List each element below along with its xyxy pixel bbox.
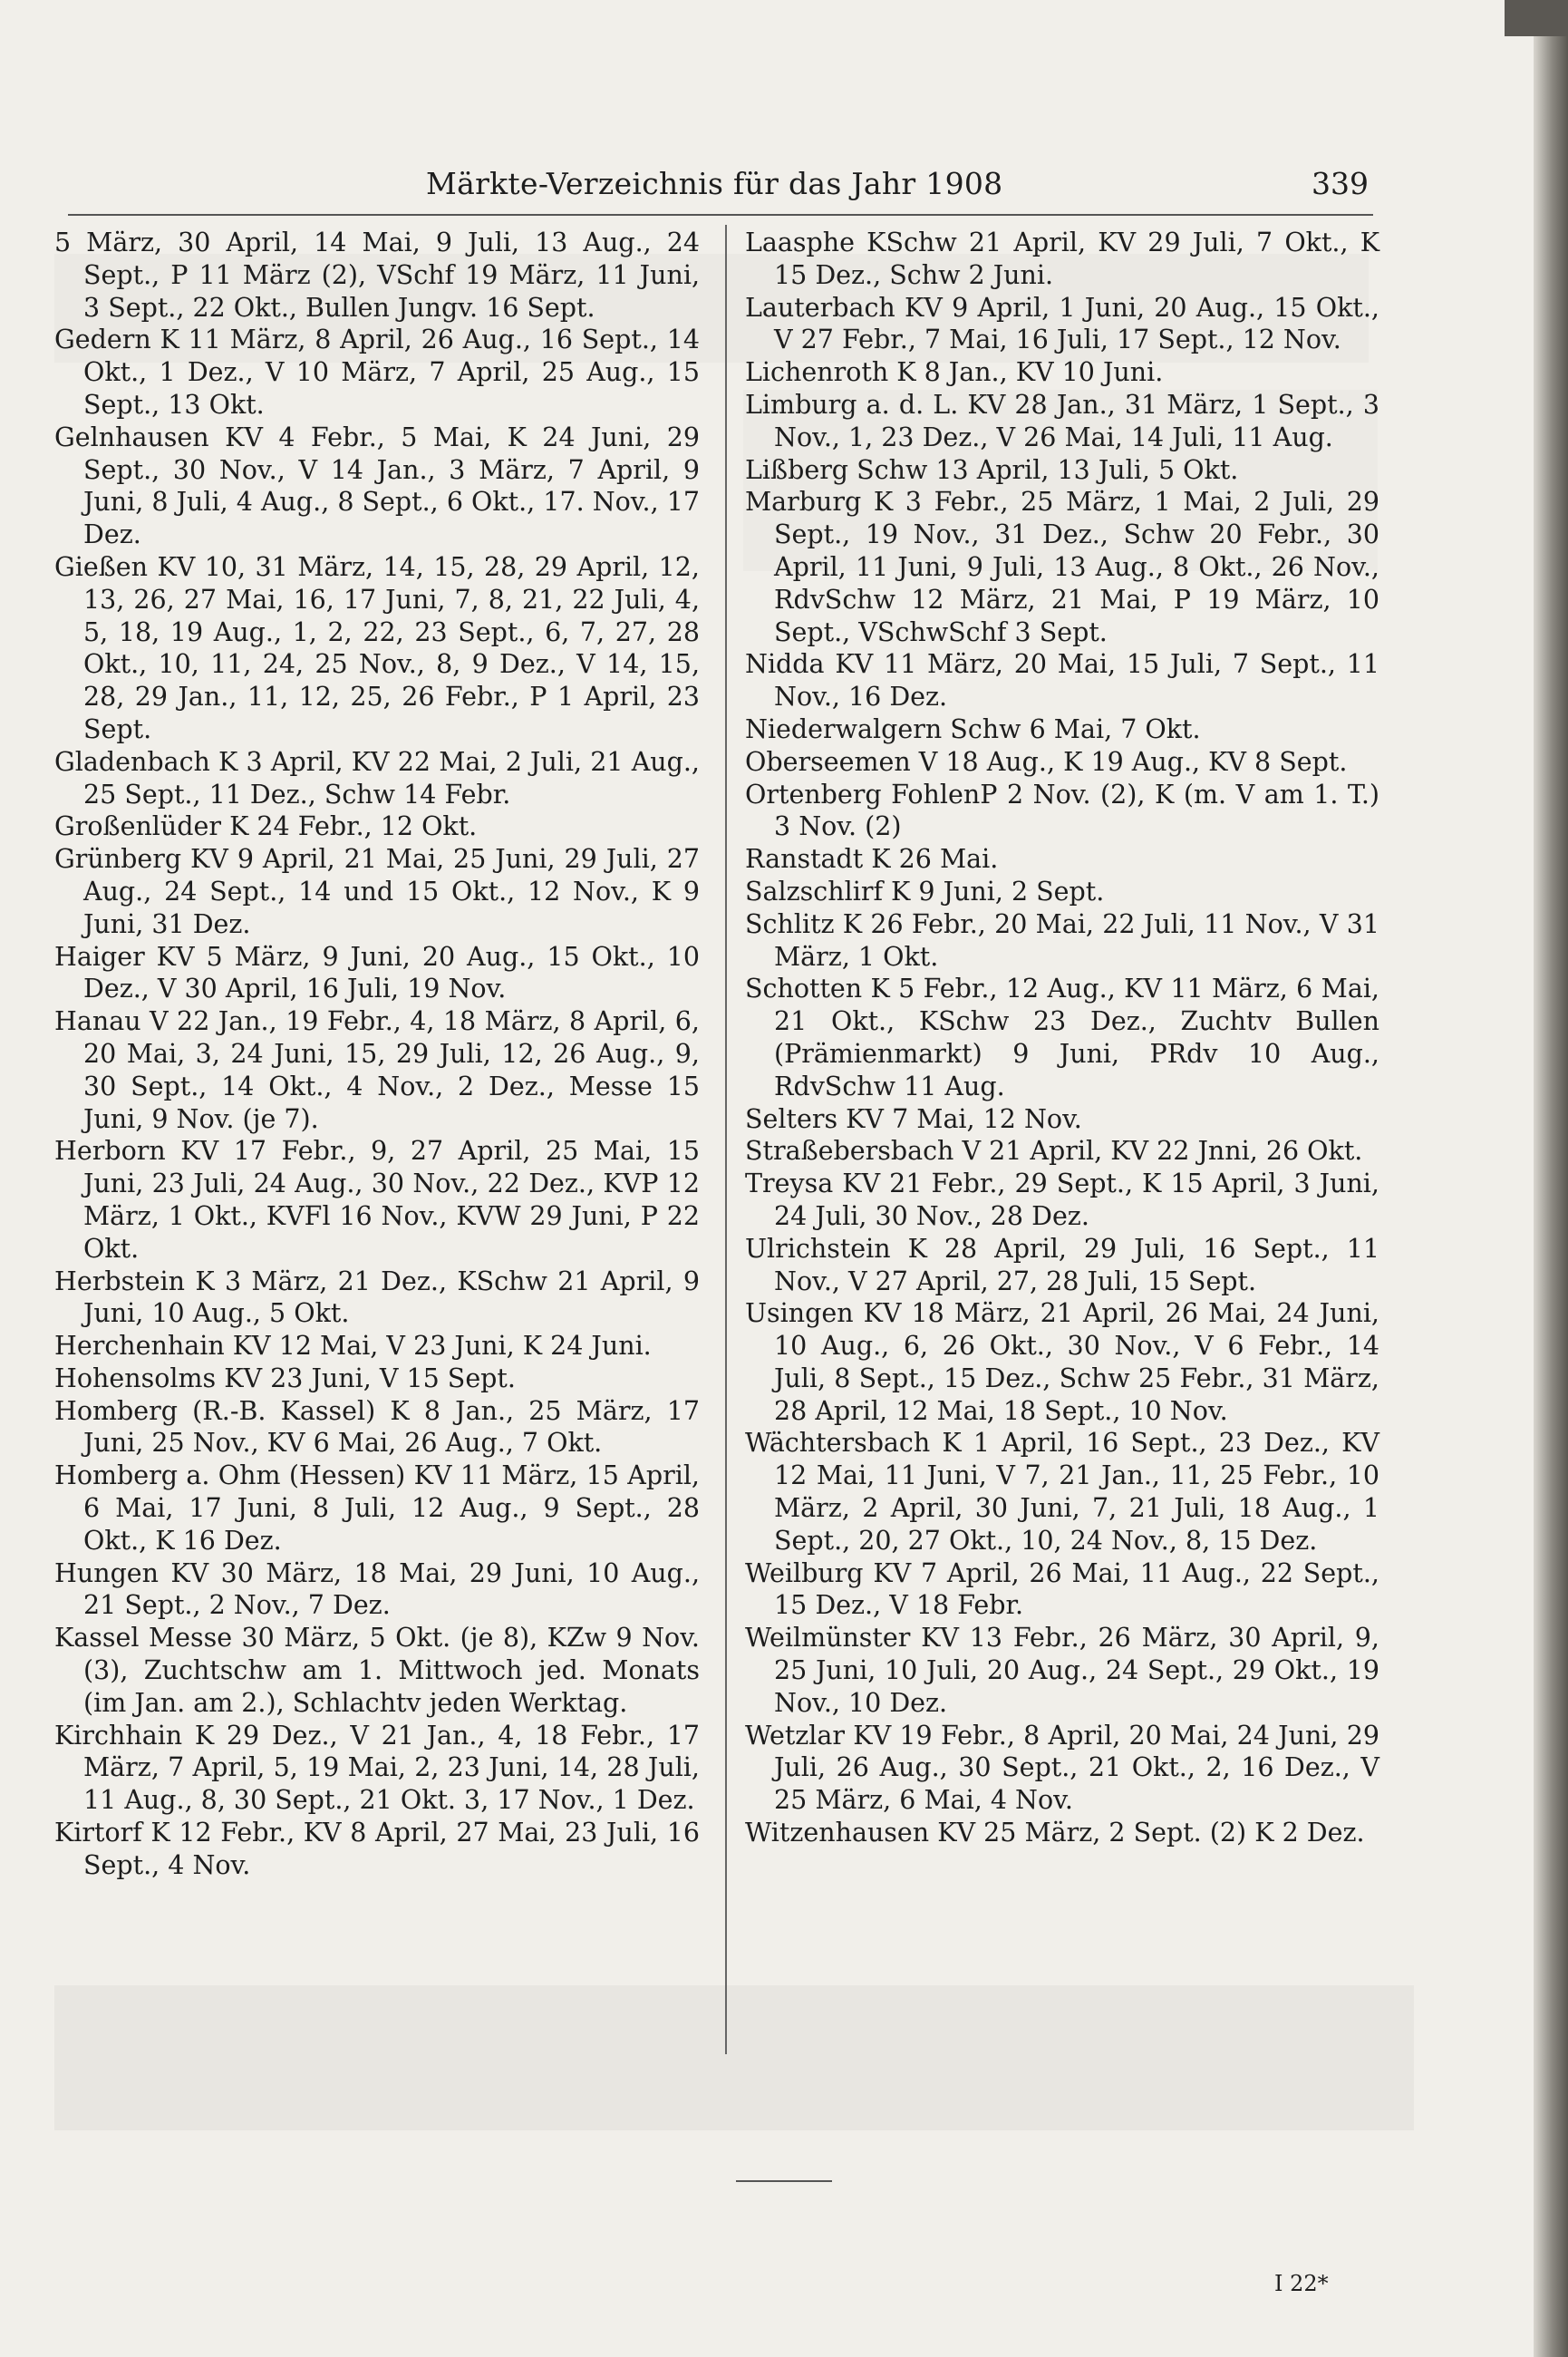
market-entry: Lichenroth K 8 Jan., KV 10 Juni. — [745, 357, 1164, 388]
market-entry: Weilmünster KV 13 Febr., 26 März, 30 April, 9, 25 Juni, 10 Juli, 20 Aug., 24 Sept., 29 Okt., 19 Nov., 10 Dez. — [745, 1623, 1379, 1718]
market-entry: Wetzlar KV 19 Febr., 8 April, 20 Mai, 24 Juni, 29 Juli, 26 Aug., 30 Sept., 21 Okt., 2, 16 Dez., V 25 März, 6 Mai, 4 Nov. — [745, 1720, 1379, 1816]
right-column — [745, 227, 1379, 1849]
market-entry: Niederwalgern Schw 6 Mai, 7 Okt. — [745, 713, 1201, 744]
market-entry: 5 März, 30 April, 14 Mai, 9 Juli, 13 Aug., 24 Sept., P 11 März (2), VSchf 19 März, 11 Juni, 3 Sept., 22 Okt., Bullen Jungv. 16 Sept. — [54, 228, 700, 323]
market-entry: Herborn KV 17 Febr., 9, 27 April, 25 Mai, 15 Juni, 23 Juli, 24 Aug., 30 Nov., 22 Dez., KVP 12 März, 1 Okt., KVFl 16 Nov., KVW 29 Juni, P 22 Okt. — [54, 1136, 700, 1264]
book-corner — [1505, 0, 1568, 36]
market-entry: Nidda KV 11 März, 20 Mai, 15 Juli, 7 Sept., 11 Nov., 16 Dez. — [745, 649, 1379, 713]
header-rule — [68, 214, 1373, 216]
end-rule — [736, 2180, 832, 2182]
market-entry: Salzschlirf K 9 Juni, 2 Sept. — [745, 876, 1105, 907]
market-entry: Limburg a. d. L. KV 28 Jan., 31 März, 1 Sept., 3 Nov., 1, 23 Dez., V 26 Mai, 14 Juli, 11 Aug. — [745, 389, 1379, 452]
market-entry: Haiger KV 5 März, 9 Juni, 20 Aug., 15 Okt., 10 Dez., V 30 April, 16 Juli, 19 Nov. — [54, 941, 700, 1004]
book-spine-edge — [1534, 0, 1568, 2357]
market-entry: Lauterbach KV 9 April, 1 Juni, 20 Aug., 15 Okt., V 27 Febr., 7 Mai, 16 Juli, 17 Sept., 12 Nov. — [745, 292, 1379, 355]
market-entry: Marburg K 3 Febr., 25 März, 1 Mai, 2 Juli, 29 Sept., 19 Nov., 31 Dez., Schw 20 Febr., 30 April, 11 Juni, 9 Juli, 13 Aug., 8 Okt., 26 Nov., RdvSchw 12 März, 21 Mai, P 19 März, 10 Sept., VSchwSchf 3 Sept. — [745, 487, 1379, 647]
market-entry: Laasphe KSchw 21 April, KV 29 Juli, 7 Okt., K 15 Dez., Schw 2 Juni. — [745, 228, 1379, 290]
market-entry: Oberseemen V 18 Aug., K 19 Aug., KV 8 Sept. — [745, 746, 1348, 777]
market-entry: Selters KV 7 Mai, 12 Nov. — [745, 1103, 1082, 1134]
market-entry: Homberg (R.-B. Kassel) K 8 Jan., 25 März, 17 Juni, 25 Nov., KV 6 Mai, 26 Aug., 7 Okt. — [54, 1395, 700, 1459]
market-entry: Usingen KV 18 März, 21 April, 26 Mai, 24 Juni, 10 Aug., 6, 26 Okt., 30 Nov., V 6 Febr., 14 Juli, 8 Sept., 15 Dez., Schw 25 Febr., 31 März, 28 April, 12 Mai, 18 Sept., 10 Nov. — [745, 1298, 1379, 1426]
market-entry: Ortenberg FohlenP 2 Nov. (2), K (m. V am 1. T.) 3 Nov. (2) — [745, 779, 1379, 842]
market-entry: Lißberg Schw 13 April, 13 Juli, 5 Okt. — [745, 454, 1239, 485]
market-entry: Weilburg KV 7 April, 26 Mai, 11 Aug., 22 Sept., 15 Dez., V 18 Febr. — [745, 1557, 1379, 1621]
market-entry: Treysa KV 21 Febr., 29 Sept., K 15 April, 3 Juni, 24 Juli, 30 Nov., 28 Dez. — [745, 1169, 1379, 1231]
market-entry: Herchenhain KV 12 Mai, V 23 Juni, K 24 Juni. — [54, 1331, 652, 1362]
market-entry: Großenlüder K 24 Febr., 12 Okt. — [54, 811, 478, 842]
market-entry: Hohensolms KV 23 Juni, V 15 Sept. — [54, 1363, 516, 1393]
market-entry: Homberg a. Ohm (Hessen) KV 11 März, 15 April, 6 Mai, 17 Juni, 8 Juli, 12 Aug., 9 Sept., 28 Okt., K 16 Dez. — [54, 1460, 700, 1556]
market-entry: Ranstadt K 26 Mai. — [745, 844, 999, 875]
market-entry: Gedern K 11 März, 8 April, 26 Aug., 16 Sept., 14 Okt., 1 Dez., V 10 März, 7 April, 25 Aug., 15 Sept., 13 Okt. — [54, 325, 700, 420]
page-number: 339 — [1312, 166, 1369, 201]
market-entry: Herbstein K 3 März, 21 Dez., KSchw 21 April, 9 Juni, 10 Aug., 5 Okt. — [54, 1266, 700, 1329]
market-entry: Kassel Messe 30 März, 5 Okt. (je 8), KZw 9 Nov. (3), Zuchtschw am 1. Mittwoch jed. Monats (im Jan. am 2.), Schlachtv jeden Werktag. — [54, 1623, 700, 1718]
market-entry: Wächtersbach K 1 April, 16 Sept., 23 Dez., KV 12 Mai, 11 Juni, V 7, 21 Jan., 11, 25 Febr., 10 März, 2 April, 30 Juni, 7, 21 Juli, 18 Aug., 1 Sept., 20, 27 Okt., 10, 24 Nov., 8, 15 Dez. — [745, 1428, 1379, 1556]
market-entry: Witzenhausen KV 25 März, 2 Sept. (2) K 2 Dez. — [745, 1818, 1365, 1848]
market-entry: Gelnhausen KV 4 Febr., 5 Mai, K 24 Juni, 29 Sept., 30 Nov., V 14 Jan., 3 März, 7 April, 9 Juni, 8 Juli, 4 Aug., 8 Sept., 6 Okt., 17. Nov., 17 Dez. — [54, 422, 700, 550]
market-entry: Gießen KV 10, 31 März, 14, 15, 28, 29 April, 12, 13, 26, 27 Mai, 16, 17 Juni, 7, 8, 21, 22 Juli, 4, 5, 18, 19 Aug., 1, 2, 22, 23 Sept., 6, 7, 27, 28 Okt., 10, 11, 24, 25 Nov., 8, 9 Dez., V 14, 15, 28, 29 Jan., 11, 12, 25, 26 Febr., P 1 April, 23 Sept. — [54, 551, 700, 744]
running-header: Märkte-Verzeichnis für das Jahr 1908 — [426, 166, 1003, 201]
market-entry: Kirchhain K 29 Dez., V 21 Jan., 4, 18 Febr., 17 März, 7 April, 5, 19 Mai, 2, 23 Juni, 14, 28 Juli, 11 Aug., 8, 30 Sept., 21 Okt. 3, 17 Nov., 1 Dez. — [54, 1720, 700, 1816]
market-entry: Hungen KV 30 März, 18 Mai, 29 Juni, 10 Aug., 21 Sept., 2 Nov., 7 Dez. — [54, 1557, 700, 1621]
left-column — [54, 227, 700, 1882]
market-entry: Grünberg KV 9 April, 21 Mai, 25 Juni, 29 Juli, 27 Aug., 24 Sept., 14 und 15 Okt., 12 Nov., K 9 Juni, 31 Dez. — [54, 844, 700, 939]
market-entry: Gladenbach K 3 April, KV 22 Mai, 2 Juli, 21 Aug., 25 Sept., 11 Dez., Schw 14 Febr. — [54, 746, 700, 810]
market-entry: Kirtorf K 12 Febr., KV 8 April, 27 Mai, 23 Juli, 16 Sept., 4 Nov. — [54, 1818, 700, 1880]
signature-mark: I 22* — [1274, 2271, 1329, 2296]
market-entry: Hanau V 22 Jan., 19 Febr., 4, 18 März, 8 April, 6, 20 Mai, 3, 24 Juni, 15, 29 Juli, 12, 26 Aug., 9, 30 Sept., 14 Okt., 4 Nov., 2 Dez., Messe 15 Juni, 9 Nov. (je 7). — [54, 1006, 700, 1134]
market-entry: Schlitz K 26 Febr., 20 Mai, 22 Juli, 11 Nov., V 31 März, 1 Okt. — [745, 908, 1379, 972]
market-entry: Ulrichstein K 28 April, 29 Juli, 16 Sept., 11 Nov., V 27 April, 27, 28 Juli, 15 Sept. — [745, 1233, 1379, 1296]
column-divider — [725, 225, 727, 2054]
market-entry: Straßebersbach V 21 April, KV 22 Jnni, 26 Okt. — [745, 1136, 1363, 1167]
market-entry: Schotten K 5 Febr., 12 Aug., KV 11 März, 6 Mai, 21 Okt., KSchw 23 Dez., Zuchtv Bullen (Prämienmarkt) 9 Juni, PRdv 10 Aug., RdvSchw 11 Aug. — [745, 974, 1379, 1101]
